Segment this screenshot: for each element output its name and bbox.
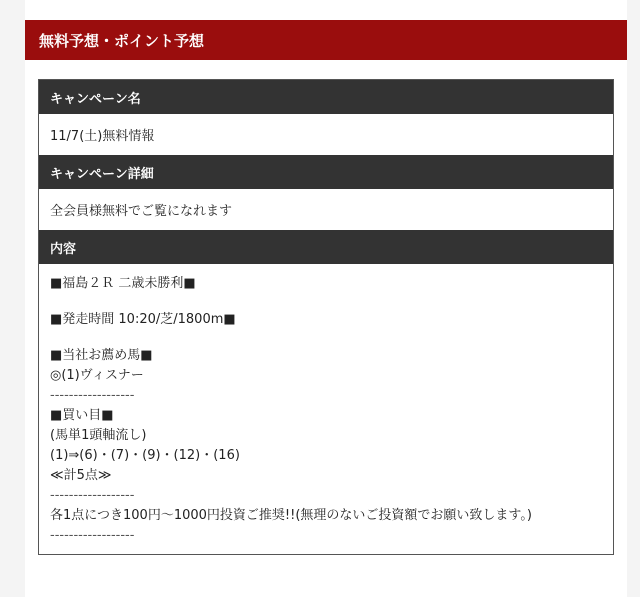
content-header [39, 230, 613, 264]
campaign-detail-header [39, 155, 613, 189]
recommend-heading: ■当社お薦め馬■ [50, 348, 153, 363]
page-title-bar [25, 20, 627, 60]
bet-type: (馬単1頭軸流し) [50, 428, 147, 443]
content-body [39, 264, 613, 554]
bet-amount-note: 各1点につき100円〜1000円投資ご推奨!!(無理のないご投資額でお願い致します。) [50, 508, 532, 523]
content-label: 内容 [50, 241, 77, 257]
race-info: ■福島２Ｒ 二歳未勝利■ [50, 276, 196, 291]
bet-total: ≪計5点≫ [50, 468, 112, 483]
bet-combination: (1)⇒(6)・(7)・(9)・(12)・(16) [50, 448, 240, 463]
separator: ------------------ [50, 388, 135, 403]
campaign-detail-value: 全会員様無料でご覧になれます [50, 204, 233, 219]
start-time: ■発走時間 10:20/芝/1800m■ [50, 312, 236, 327]
bet-heading: ■買い目■ [50, 408, 114, 423]
campaign-name-row [39, 114, 613, 155]
campaign-detail-label: キャンペーン詳細 [50, 166, 154, 182]
campaign-name-header [39, 80, 613, 114]
separator: ------------------ [50, 488, 135, 503]
campaign-name-label: キャンペーン名 [50, 91, 141, 107]
separator: ------------------ [50, 528, 135, 543]
recommend-horse: ◎(1)ヴィスナー [50, 368, 144, 383]
page-title: 無料予想・ポイント予想 [39, 31, 205, 50]
campaign-card [38, 79, 614, 555]
campaign-name-value: 11/7(土)無料情報 [50, 129, 155, 144]
campaign-detail-row [39, 189, 613, 230]
